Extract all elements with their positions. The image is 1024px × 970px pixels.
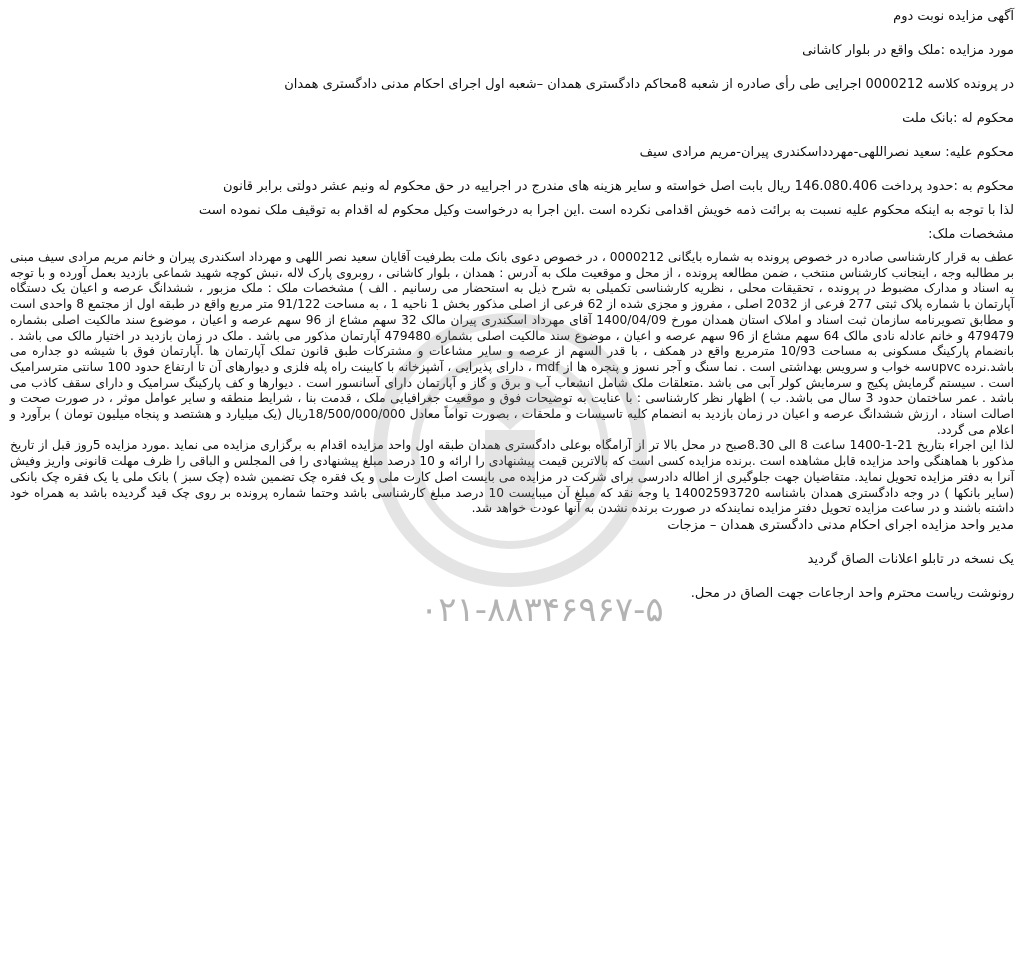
specs-heading: مشخصات ملک: xyxy=(928,227,1014,242)
judgment-amount: محکوم به :حدود پرداخت 146.080.406 ریال بابت اصل خواسته و سایر هزینه های مندرج در اجراییه در حق محکوم له ونیم عشر دولتی برابر قانون xyxy=(222,179,1014,194)
notice-title: آگهی مزایده نوبت دوم xyxy=(893,9,1014,24)
watermark-phone: ۰۲۱-۸۸۳۴۶۹۶۷-۵ xyxy=(420,590,664,630)
beneficiary: محکوم له :بانک ملت xyxy=(902,111,1014,126)
seizure-statement: لذا با توجه به اینکه محکوم علیه نسبت به برائت ذمه خویش اقدامی نکرده است .این اجرا به درخواست وکیل محکوم له اقدام به توقیف ملک نموده است xyxy=(198,203,1014,218)
manager-signature: مدیر واحد مزایده اجرای احکام مدنی دادگستری همدان – مزجات xyxy=(667,517,1014,533)
posting-note: یک نسخه در تابلو اعلانات الصاق گردید xyxy=(807,551,1014,567)
property-specs-paragraph: عطف به قرار کارشناسی صادره در خصوص پرونده به شماره بایگانی 0000212 ، در خصوص دعوی بانک ملت بطرفیت آقایان سعید نصر اللهی و مهرداد اسکندری پیران و خانم مریم مرادی سیف مبنی بر مطالبه وجه ، اینجانب کارشناس منتخب ، ضمن مطالعه پرونده ، از محل و موقعیت ملک به آدرس : همدان ، بلوار کاشانی ، روبروی پارک لاله ،نبش کوچه شهید شماعی بازدید بعمل آورده و با توجه به اسناد و مدارک مضبوط در پرونده ، تحقیقات محلی ، نظریه کارشناسی تکمیلی به شرح ذیل به استحضار می رسانیم . الف ) مشخصات ملک : ملک مزبور ، ششدانگ عرصه و اعیان یک دستگاه آپارتمان با شماره پلاک ثبتی 277 فرعی از 2032 اصلی ، مفروز و مجزی شده از 62 فرعی از اصلی مذکور بخش 1 ناحیه 1 ، به مساحت 91/122 متر مربع واقع در طبقه اول از مجتمع 8 واحدی است و مطابق تصویرنامه سازمان ثبت اسناد و املاک استان همدان مورخ 1400/04/09 آقای مهرداد اسکندری پیران مالک 32 سهم مشاع از 96 سهم عرصه و اعیان ، موضوع سند مالکیت اصلی بشماره 479479 و خانم عادله نادی مالک 64 سهم مشاع از 96 سهم عرصه و اعیان ، موضوع سند مالکیت اصلی بشماره 479480 آپارتمان مذکور می باشد . ملک در زمان بازدید در اختیار مالک می باشد . بانضمام پارکینگ مسکونی به مساحت 10/93 مترمربع واقع در همکف ، با قدر السهم از عرصه و سایر مشاعات و مشترکات طبق قانون تملک آپارتمان ها .آپارتمان فوق با شیشه دو جداره می باشد.نرده upvcسه خواب و سرویس بهداشتی است . نما سنگ و آجر نسوز و پنجره ها از mdf ، دارای پذیرایی ، آشپزخانه با کابینت راه پله فلزی و دیوارهای آن تا ارتفاع حدود 100 سانتی مترسرامیک است . سیستم گرمایش پکیج و سرمایش کولر آبی می باشد .متعلقات ملک شامل انشعاب آب و برق و گاز و آپارتمان دارای آسانسور است . دیوارها و کف پارکینگ سرامیک و دارای سقف کاذب می باشد . عمر ساختمان حدود 3 سال می باشد. ب ) اظهار نظر کارشناسی : با عنایت به توضیحات فوق و موقعیت جغرافیایی ملک ، قدمت بنا ، شرایط منطقه و سایر عوامل موثر ، در صورت صحت و اصالت اسناد ، ارزش ششدانگ عرصه و اعیان در زمان بازدید به انضمام کلیه تاسیسات و ملحقات ، بصورت تواماً معادل 18/500/000/000ریال (یک میلیارد و هشتصد و پنجاه میلیون تومان ) برآورد و اعلام می گردد. xyxy=(10,250,1015,437)
copy-note: رونوشت ریاست محترم واحد ارجاعات جهت الصاق در محل. xyxy=(690,585,1014,601)
auction-details-paragraph: لذا این اجراء بتاریخ 21-1-1400 ساعت 8 الی 8.30صبح در محل بالا تر از آرامگاه بوعلی دادگستری همدان طبقه اول واحد مزایده اقدام به برگزاری مزایده می نماید .مورد مزایده 5روز قبل از تاریخ مذکور با هماهنگی واحد مزایده قابل مشاهده است .برنده مزایده کسی است که بالاترین قیمت پیشنهادی را ارائه و 10 درصد مبلغ پیشنهادی را فی المجلس و الباقی را ظرف مهلت قانونی واریز وفیش آنرا به دفتر مزایده تحویل نماید. متقاضیان جهت جلوگیری از اطاله دادرسی برای شرکت در مزایده می بایست اصل کارت ملی و یک فقره چک تضمین شده (چک سبز ) بانک ملی یا یک فقره چک بانکی (سایر بانکها ) در وجه دادگستری همدان باشناسه 14002593720 یا وجه نقد که مبلغ آن میبایست 10 درصد مبلغ کارشناسی باشد وحتما شماره پرونده بر روی چک قید گردیده باشد به همراه خود داشته باشند و در ساعت مزایده تحویل دفتر مزایده نمایندکه در صورت برنده نشدن به آنها عودت خواهد شد. xyxy=(10,438,1015,516)
case-info: در پرونده کلاسه 0000212 اجرایی طی رأی صادره از شعبه 8محاکم دادگستری همدان –شعبه اول اجرای احکام مدنی دادگستری همدان xyxy=(284,77,1014,92)
debtors: محکوم علیه: سعید نصراللهی-مهردداسکندری پیران-مریم مرادی سیف xyxy=(639,145,1014,160)
auction-subject: مورد مزایده :ملک واقع در بلوار کاشانی xyxy=(802,43,1014,58)
